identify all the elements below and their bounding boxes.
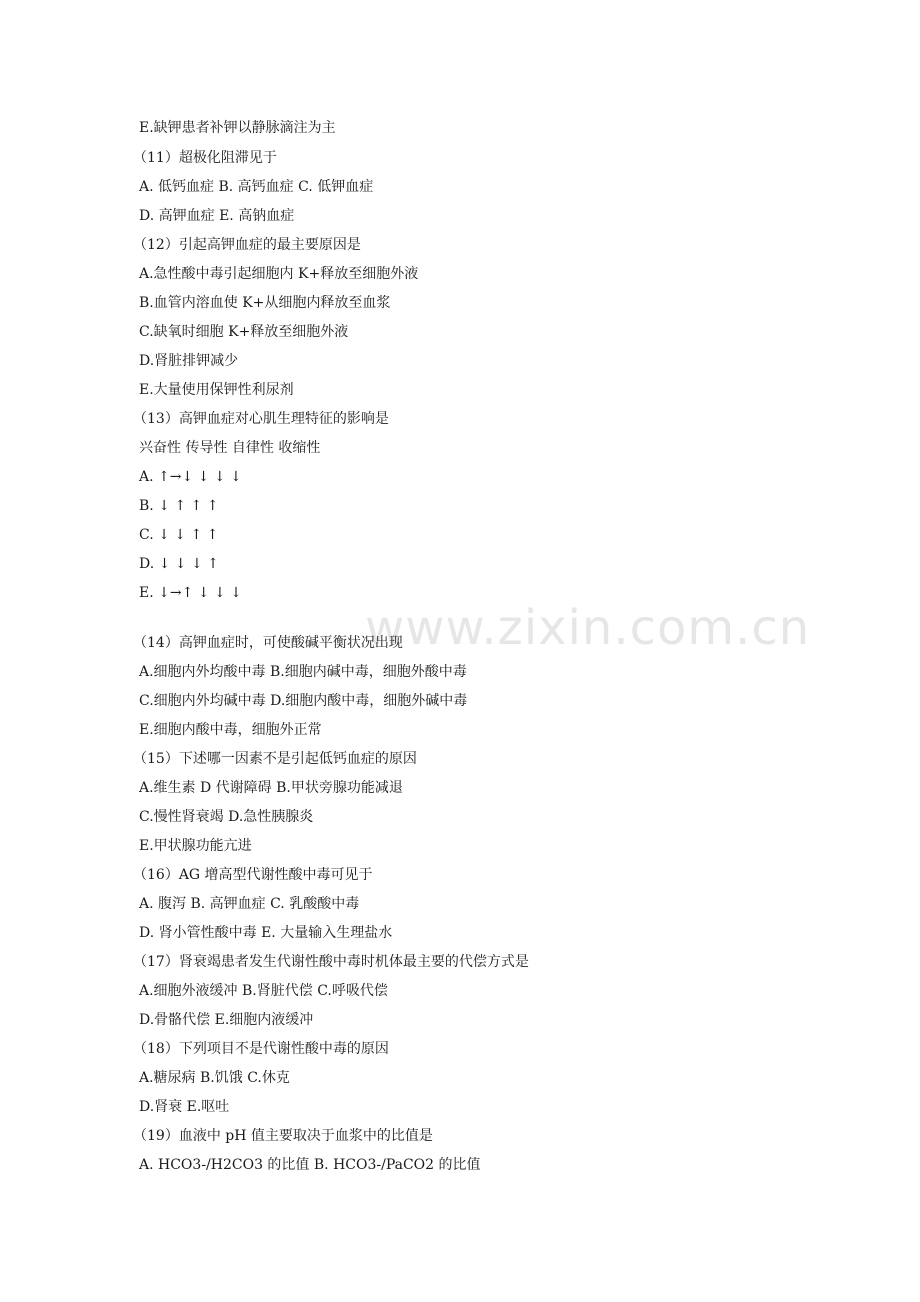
option-line: E.缺钾患者补钾以静脉滴注为主 <box>139 120 336 136</box>
option-line: A. 腹泻 B. 高钾血症 C. 乳酸酸中毒 <box>139 896 360 912</box>
option-line: A.维生素 D 代谢障碍 B.甲状旁腺功能减退 <box>139 780 403 796</box>
question-line: （18）下列项目不是代谢性酸中毒的原因 <box>133 1041 389 1057</box>
option-line: E.甲状腺功能亢进 <box>139 838 252 854</box>
option-line: D.骨骼代偿 E.细胞内液缓冲 <box>139 1012 314 1028</box>
question-line: （19）血液中 pH 值主要取决于血浆中的比值是 <box>133 1128 433 1144</box>
table-header-line: 兴奋性 传导性 自律性 收缩性 <box>139 440 321 456</box>
option-line: C.慢性肾衰竭 D.急性胰腺炎 <box>139 809 314 825</box>
option-line: A.细胞内外均酸中毒 B.细胞内碱中毒，细胞外酸中毒 <box>139 664 467 680</box>
option-line: A.细胞外液缓冲 B.肾脏代偿 C.呼吸代偿 <box>139 983 388 999</box>
option-line: C. ↓ ↓ ↑ ↑ <box>139 527 219 543</box>
question-line: （17）肾衰竭患者发生代谢性酸中毒时机体最主要的代偿方式是 <box>133 954 529 970</box>
option-line: A. 低钙血症 B. 高钙血症 C. 低钾血症 <box>139 179 374 195</box>
option-line: D.肾脏排钾减少 <box>139 353 239 369</box>
option-line: E.细胞内酸中毒，细胞外正常 <box>139 722 322 738</box>
question-line: （15）下述哪一因素不是引起低钙血症的原因 <box>133 751 417 767</box>
option-line: D. 肾小管性酸中毒 E. 大量输入生理盐水 <box>139 925 393 941</box>
question-line: （12）引起高钾血症的最主要原因是 <box>133 237 361 253</box>
option-line: A. ↑→↓ ↓ ↓ ↓ <box>139 469 242 485</box>
option-line: E. ↓→↑ ↓ ↓ ↓ <box>139 585 242 601</box>
option-line: B.血管内溶血使 K+从细胞内释放至血浆 <box>139 295 391 311</box>
option-line: D. ↓ ↓ ↓ ↑ <box>139 556 219 572</box>
watermark: www.zixin.com.cn <box>365 600 811 656</box>
question-line: （14）高钾血症时，可使酸碱平衡状况出现 <box>133 635 403 651</box>
option-line: C.缺氧时细胞 K+释放至细胞外液 <box>139 324 349 340</box>
question-line: （16）AG 增高型代谢性酸中毒可见于 <box>133 867 373 883</box>
option-line: D.肾衰 E.呕吐 <box>139 1099 230 1115</box>
option-line: A.糖尿病 B.饥饿 C.休克 <box>139 1070 290 1086</box>
option-line: A.急性酸中毒引起细胞内 K+释放至细胞外液 <box>139 266 419 282</box>
question-line: （11）超极化阻滞见于 <box>133 150 277 166</box>
option-line: D. 高钾血症 E. 高钠血症 <box>139 208 295 224</box>
option-line: C.细胞内外均碱中毒 D.细胞内酸中毒，细胞外碱中毒 <box>139 693 468 709</box>
option-line: B. ↓ ↑ ↑ ↑ <box>139 498 219 514</box>
question-line: （13）高钾血症对心肌生理特征的影响是 <box>133 411 389 427</box>
option-line: A. HCO3-/H2CO3 的比值 B. HCO3-/PaCO2 的比值 <box>139 1157 481 1173</box>
option-line: E.大量使用保钾性利尿剂 <box>139 382 294 398</box>
